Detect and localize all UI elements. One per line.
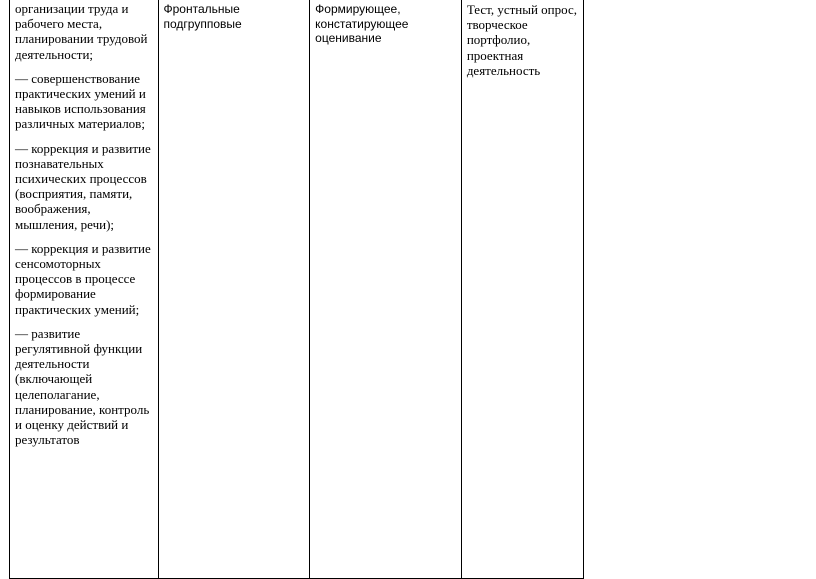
work-forms-cell xyxy=(158,0,310,579)
goal-paragraph: — коррекция и развитие сенсомоторных процессов в процессе формирование практических умений; xyxy=(15,240,151,317)
assessment-type-cell xyxy=(310,0,462,579)
goal-paragraph: — коррекция и развитие познавательных психических процессов (восприятия, памяти, воображения, мышления, речи); xyxy=(15,140,151,232)
goals-cell xyxy=(10,0,159,579)
lesson-plan-table xyxy=(9,0,584,579)
goal-paragraph: — совершенствование практических умений и навыков использования различных материалов; xyxy=(15,70,146,132)
table-row xyxy=(10,0,584,579)
work-forms-text: Фронтальные подгрупповые xyxy=(163,2,242,31)
goal-paragraph: организации труда и рабочего места, планировании трудовой деятельности; xyxy=(15,1,148,62)
goals-list xyxy=(15,1,154,447)
control-forms-cell xyxy=(461,0,583,579)
goal-paragraph: — развитие регулятивной функции деятельности (включающей целеполагание, планирование, контроль и оценку действий и результатов xyxy=(15,325,150,448)
control-forms-text: Тест, устный опрос, творческое портфолио, проектная деятельность xyxy=(466,2,577,78)
assessment-type-text: Формирующее, констатирующее оценивание xyxy=(315,2,409,45)
